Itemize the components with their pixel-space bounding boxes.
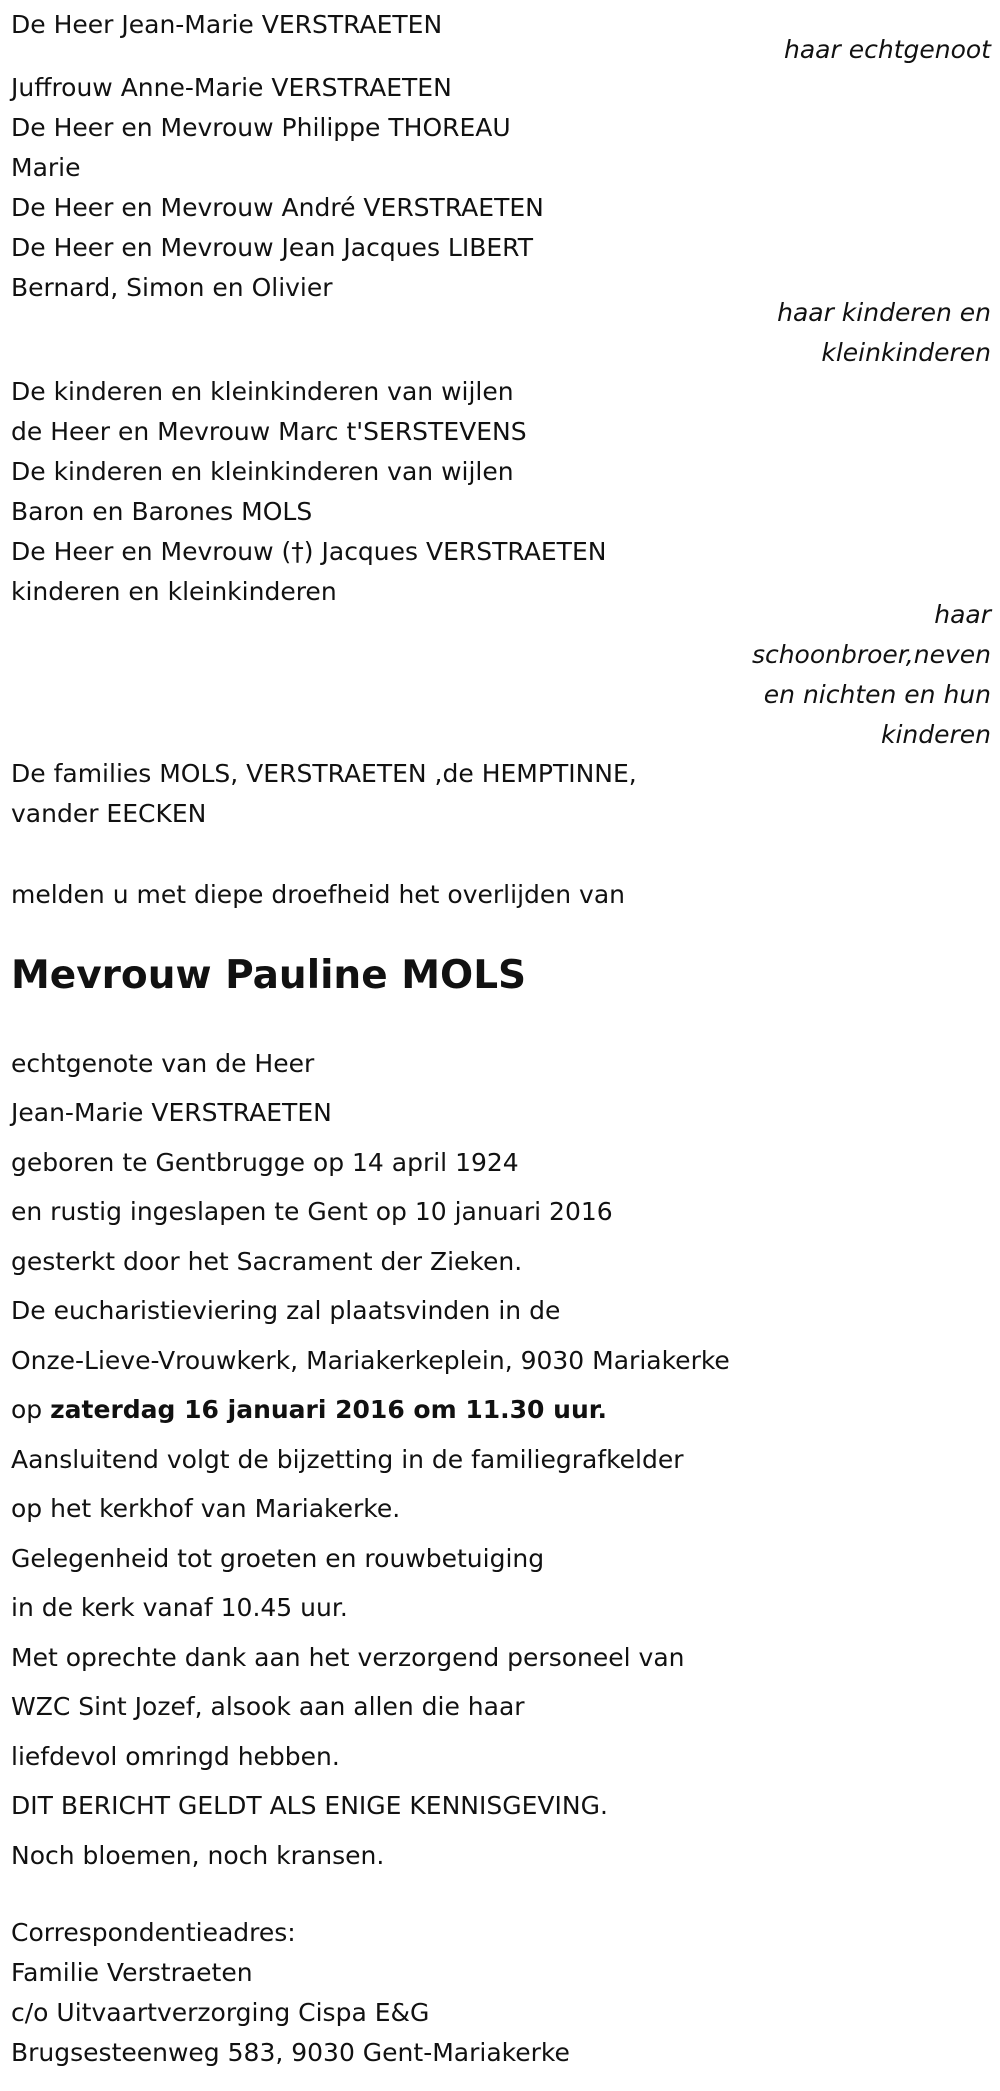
family-line: De Heer en Mevrouw Philippe THOREAU bbox=[11, 113, 511, 142]
family-line: kinderen en kleinkinderen bbox=[11, 577, 337, 606]
role-children: haar kinderen en bbox=[777, 298, 991, 327]
detail-line: Noch bloemen, noch kransen. bbox=[11, 1841, 385, 1870]
detail-line: gesterkt door het Sacrament der Zieken. bbox=[11, 1247, 523, 1276]
deceased-name: Mevrouw Pauline MOLS bbox=[11, 953, 527, 998]
detail-line: geboren te Gentbrugge op 14 april 1924 bbox=[11, 1148, 519, 1177]
correspondence-line: c/o Uitvaartverzorging Cispa E&G bbox=[11, 1998, 430, 2027]
detail-line: Aansluitend volgt de bijzetting in de familiegrafkelder bbox=[11, 1445, 684, 1474]
detail-line: Jean-Marie VERSTRAETEN bbox=[11, 1098, 332, 1127]
detail-line: in de kerk vanaf 10.45 uur. bbox=[11, 1593, 348, 1622]
funeral-date-line bbox=[11, 1393, 607, 1427]
family-line-spouse: De Heer Jean-Marie VERSTRAETEN bbox=[11, 10, 443, 39]
family-line: Baron en Barones MOLS bbox=[11, 497, 313, 526]
family-line: Bernard, Simon en Olivier bbox=[11, 273, 333, 302]
family-line: De kinderen en kleinkinderen van wijlen bbox=[11, 457, 514, 486]
family-line: vander EECKEN bbox=[11, 799, 207, 828]
family-line: De Heer en Mevrouw (†) Jacques VERSTRAETEN bbox=[11, 537, 607, 566]
family-line: De kinderen en kleinkinderen van wijlen bbox=[11, 377, 514, 406]
role-spouse: haar echtgenoot bbox=[784, 35, 991, 64]
detail-line: liefdevol omringd hebben. bbox=[11, 1742, 340, 1771]
correspondence-line: Familie Verstraeten bbox=[11, 1958, 253, 1987]
detail-line: en rustig ingeslapen te Gent op 10 januari 2016 bbox=[11, 1197, 613, 1226]
role-children: kleinkinderen bbox=[821, 338, 991, 367]
correspondence-heading: Correspondentieadres: bbox=[11, 1918, 296, 1947]
detail-line: Met oprechte dank aan het verzorgend personeel van bbox=[11, 1643, 685, 1672]
correspondence-line: Brugsesteenweg 583, 9030 Gent-Mariakerke bbox=[11, 2038, 570, 2067]
funeral-date: zaterdag 16 januari 2016 om 11.30 uur. bbox=[50, 1395, 607, 1424]
role-relatives: kinderen bbox=[880, 720, 991, 749]
family-line: De Heer en Mevrouw André VERSTRAETEN bbox=[11, 193, 544, 222]
family-line: Marie bbox=[11, 153, 81, 182]
announcement-text: melden u met diepe droefheid het overlijden van bbox=[11, 880, 626, 909]
family-line: De Heer en Mevrouw Jean Jacques LIBERT bbox=[11, 233, 533, 262]
role-relatives: en nichten en hun bbox=[763, 680, 991, 709]
family-line: de Heer en Mevrouw Marc t'SERSTEVENS bbox=[11, 417, 527, 446]
detail-line: echtgenote van de Heer bbox=[11, 1049, 315, 1078]
funeral-date-prefix: op bbox=[11, 1395, 43, 1424]
family-line: Juffrouw Anne-Marie VERSTRAETEN bbox=[11, 73, 452, 102]
detail-line: WZC Sint Jozef, alsook aan allen die haar bbox=[11, 1692, 525, 1721]
detail-line: Gelegenheid tot groeten en rouwbetuiging bbox=[11, 1544, 545, 1573]
detail-line: op het kerkhof van Mariakerke. bbox=[11, 1494, 401, 1523]
family-line: De families MOLS, VERSTRAETEN ,de HEMPTINNE, bbox=[11, 759, 637, 788]
detail-line: De eucharistieviering zal plaatsvinden in de bbox=[11, 1296, 561, 1325]
detail-line: Onze-Lieve-Vrouwkerk, Mariakerkeplein, 9030 Mariakerke bbox=[11, 1346, 730, 1375]
detail-line: DIT BERICHT GELDT ALS ENIGE KENNISGEVING. bbox=[11, 1791, 608, 1820]
role-relatives: schoonbroer,neven bbox=[751, 640, 991, 669]
role-relatives: haar bbox=[934, 600, 991, 629]
